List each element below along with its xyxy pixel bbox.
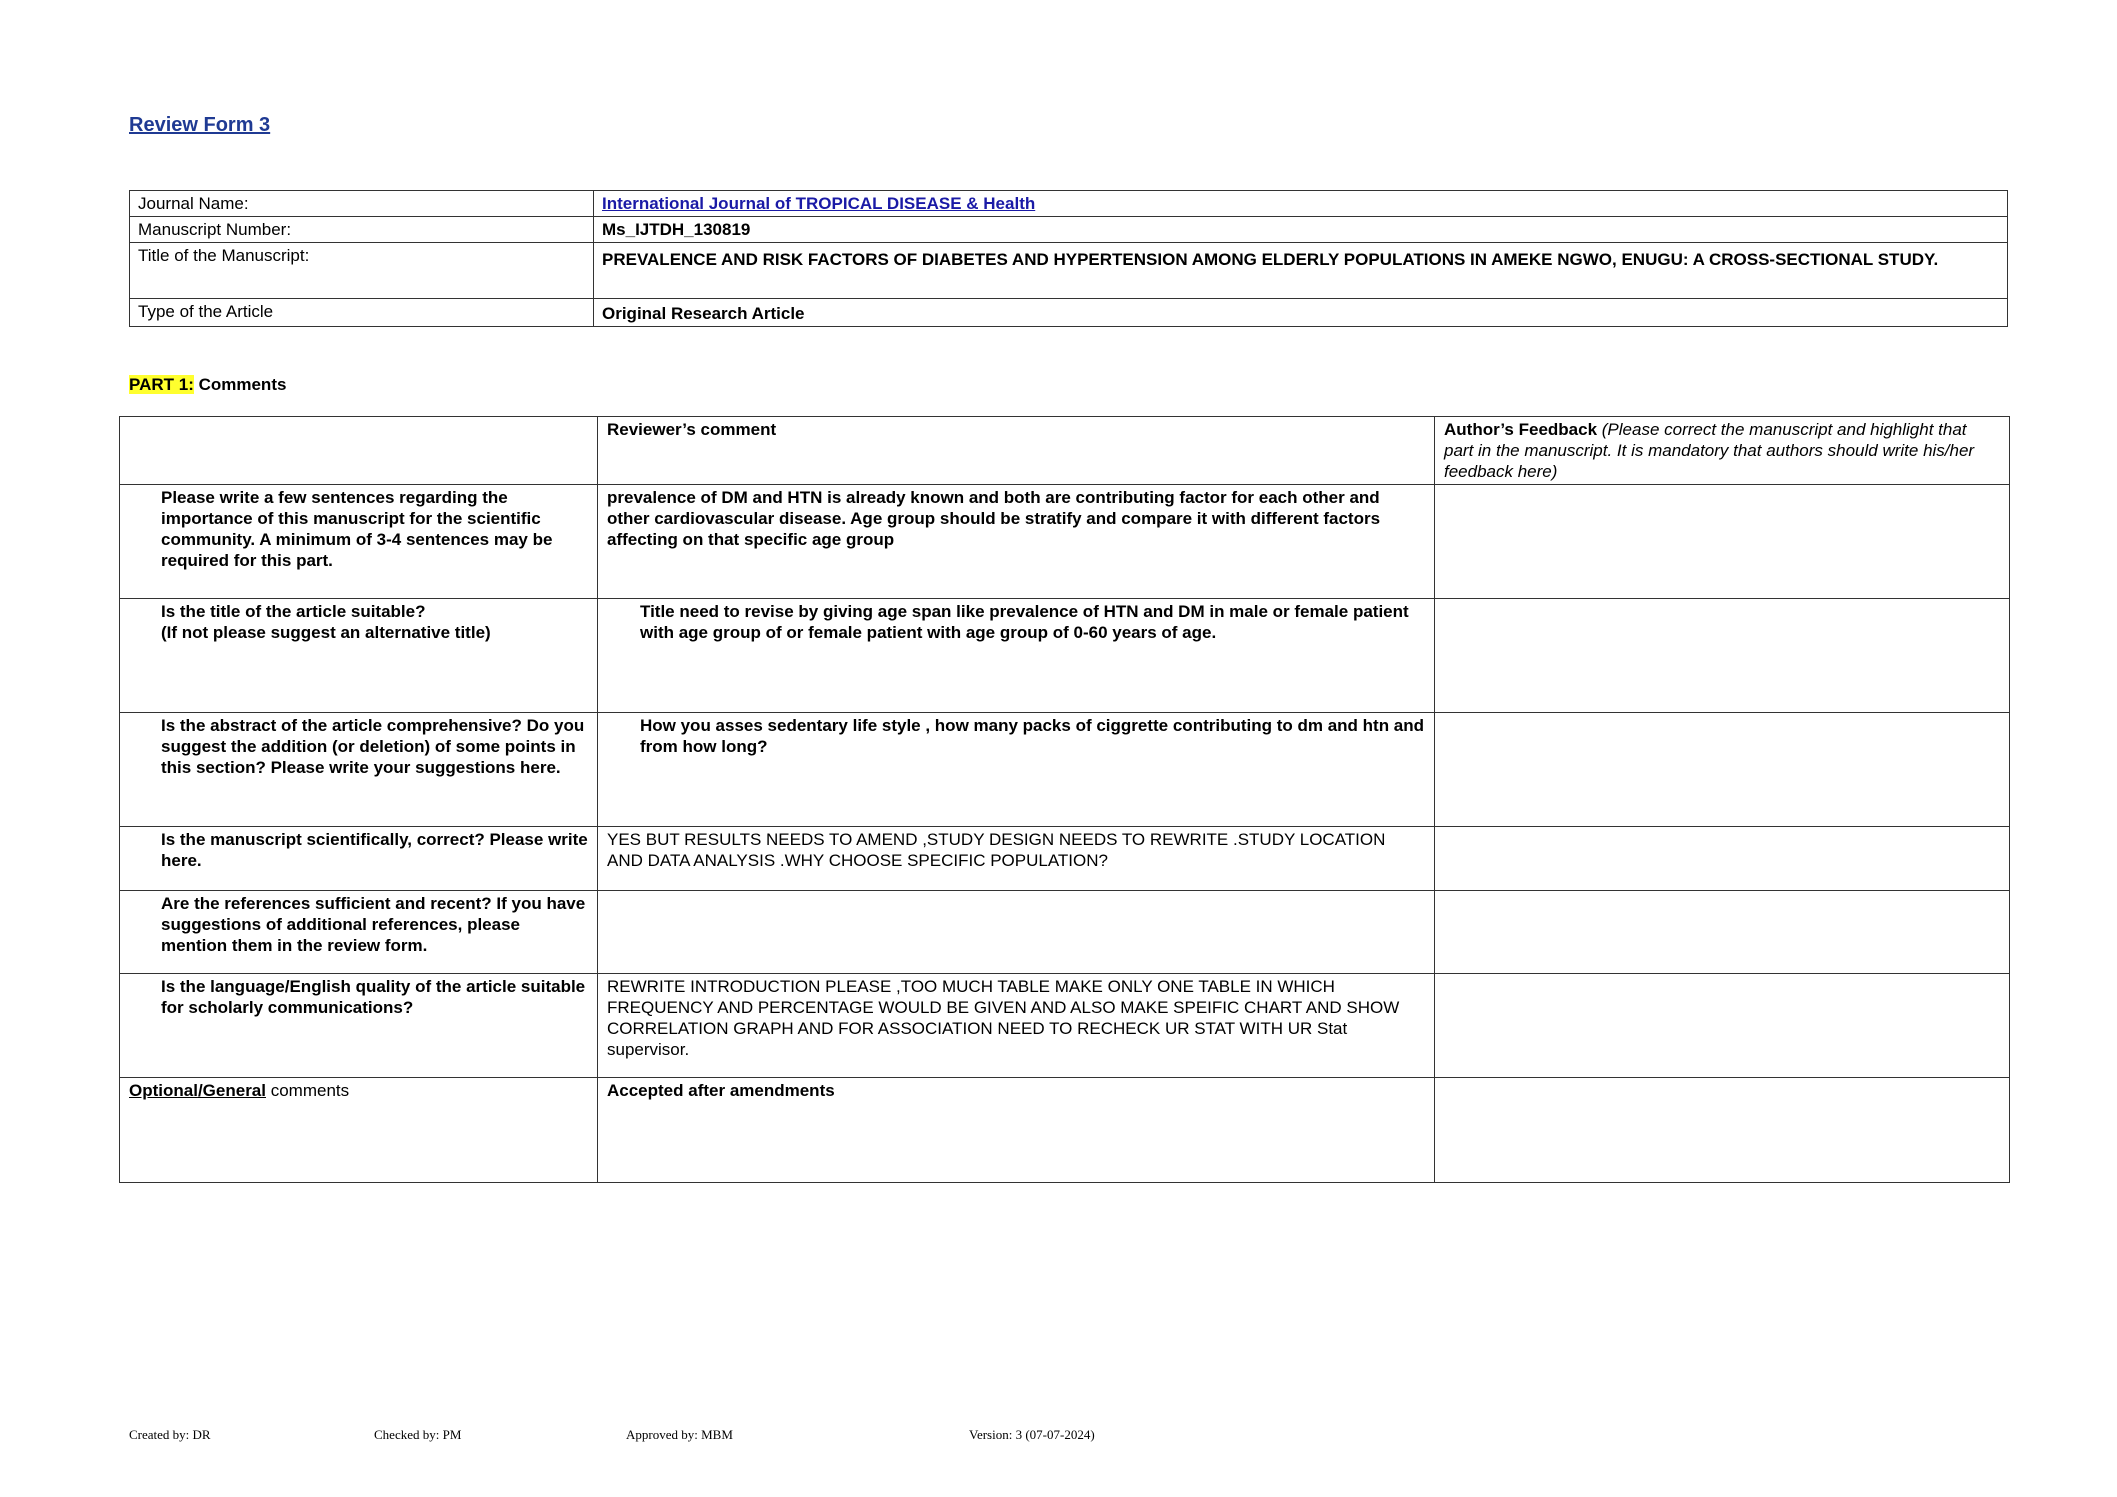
header-author-feedback <box>1435 417 2010 485</box>
reviewer-comment: Title need to revise by giving age span like prevalence of HTN and DM in male or female patient with age group of or female patient with age group of 0-60 years of age. <box>598 599 1435 713</box>
author-feedback-cell[interactable] <box>1435 599 2010 713</box>
manuscript-title-label: Title of the Manuscript: <box>130 243 594 299</box>
footer-approved-by: Approved by: MBM <box>626 1427 733 1442</box>
manuscript-title-value: PREVALENCE AND RISK FACTORS OF DIABETES AND HYPERTENSION AMONG ELDERLY POPULATIONS IN AMEKE NGWO, ENUGU: A CROSS-SECTIONAL STUDY. <box>594 243 2008 299</box>
question-language: Is the language/English quality of the article suitable for scholarly communications? <box>120 974 598 1078</box>
question-abstract: Is the abstract of the article comprehensive? Do you suggest the addition (or deletion) of some points in this section? Please write your suggestions here. <box>120 713 598 827</box>
comment-row <box>120 891 2010 974</box>
article-type-label: Type of the Article <box>130 299 594 327</box>
manuscript-number-label: Manuscript Number: <box>130 217 594 243</box>
comments-label: comments <box>266 1081 350 1100</box>
footer-checked-by: Checked by: PM <box>374 1427 462 1442</box>
manuscript-title-row <box>130 243 2008 299</box>
part1-title: Comments <box>193 375 287 394</box>
journal-row <box>130 191 2008 217</box>
author-feedback-cell[interactable] <box>1435 485 2010 599</box>
author-feedback-cell[interactable] <box>1435 713 2010 827</box>
author-feedback-title: Author’s Feedback <box>1444 420 1598 439</box>
question-scientific: Is the manuscript scientifically, correct? Please write here. <box>120 827 598 891</box>
author-feedback-cell[interactable] <box>1435 891 2010 974</box>
comment-row <box>120 485 2010 599</box>
footer-created-by: Created by: DR <box>129 1427 211 1442</box>
part1-label: PART 1: <box>129 375 194 394</box>
question-references: Are the references sufficient and recent? If you have suggestions of additional references, please mention them in the review form. <box>120 891 598 974</box>
header-reviewer-comment: Reviewer’s comment <box>598 417 1435 485</box>
journal-value-cell <box>594 191 2008 217</box>
reviewer-comment: How you asses sedentary life style , how many packs of ciggrette contributing to dm and htn and from how long? <box>598 713 1435 827</box>
optional-comments-label <box>120 1078 598 1183</box>
optional-comments-row <box>120 1078 2010 1183</box>
part1-heading <box>129 375 286 395</box>
journal-link[interactable]: International Journal of TROPICAL DISEASE & Health <box>602 194 1036 213</box>
manuscript-number-row <box>130 217 2008 243</box>
author-feedback-cell[interactable] <box>1435 827 2010 891</box>
footer-version: Version: 3 (07-07-2024) <box>969 1427 1095 1442</box>
optional-author-feedback-cell[interactable] <box>1435 1078 2010 1183</box>
reviewer-comment: YES BUT RESULTS NEEDS TO AMEND ,STUDY DESIGN NEEDS TO REWRITE .STUDY LOCATION AND DATA ANALYSIS .WHY CHOOSE SPECIFIC POPULATION? <box>598 827 1435 891</box>
article-type-row <box>130 299 2008 327</box>
author-feedback-cell[interactable] <box>1435 974 2010 1078</box>
journal-label: Journal Name: <box>130 191 594 217</box>
form-title: Review Form 3 <box>129 114 271 136</box>
comment-row <box>120 827 2010 891</box>
optional-label: Optional <box>129 1081 198 1100</box>
header-empty-cell <box>120 417 598 485</box>
comment-row <box>120 713 2010 827</box>
manuscript-number-value: Ms_IJTDH_130819 <box>594 217 2008 243</box>
article-type-value: Original Research Article <box>594 299 2008 327</box>
reviewer-comment: REWRITE INTRODUCTION PLEASE ,TOO MUCH TABLE MAKE ONLY ONE TABLE IN WHICH FREQUENCY AND PERCENTAGE WOULD BE GIVEN AND ALSO MAKE SPEIFIC CHART AND SHOW CORRELATION GRAPH AND FOR ASSOCIATION NEED TO RECHECK UR STAT WITH UR Stat supervisor. <box>598 974 1435 1078</box>
general-label: /General <box>197 1081 266 1100</box>
question-title: Is the title of the article suitable? (If not please suggest an alternative title) <box>120 599 598 713</box>
optional-reviewer-comment: Accepted after amendments <box>598 1078 1435 1183</box>
comment-row <box>120 599 2010 713</box>
manuscript-info-table <box>129 190 2008 327</box>
comments-table <box>119 416 2010 1183</box>
question-importance: Please write a few sentences regarding the importance of this manuscript for the scientific community. A minimum of 3-4 sentences may be required for this part. <box>120 485 598 599</box>
reviewer-comment: prevalence of DM and HTN is already known and both are contributing factor for each other and other cardiovascular disease. Age group should be stratify and compare it with different factors affecting on that specific age group <box>598 485 1435 599</box>
reviewer-comment <box>598 891 1435 974</box>
comment-row <box>120 974 2010 1078</box>
comments-header-row <box>120 417 2010 485</box>
author-feedback-instructions: (Please correct the manuscript and highlight that part in the manuscript. It is mandatory that authors should write his/her feedback here) <box>1444 420 1975 481</box>
